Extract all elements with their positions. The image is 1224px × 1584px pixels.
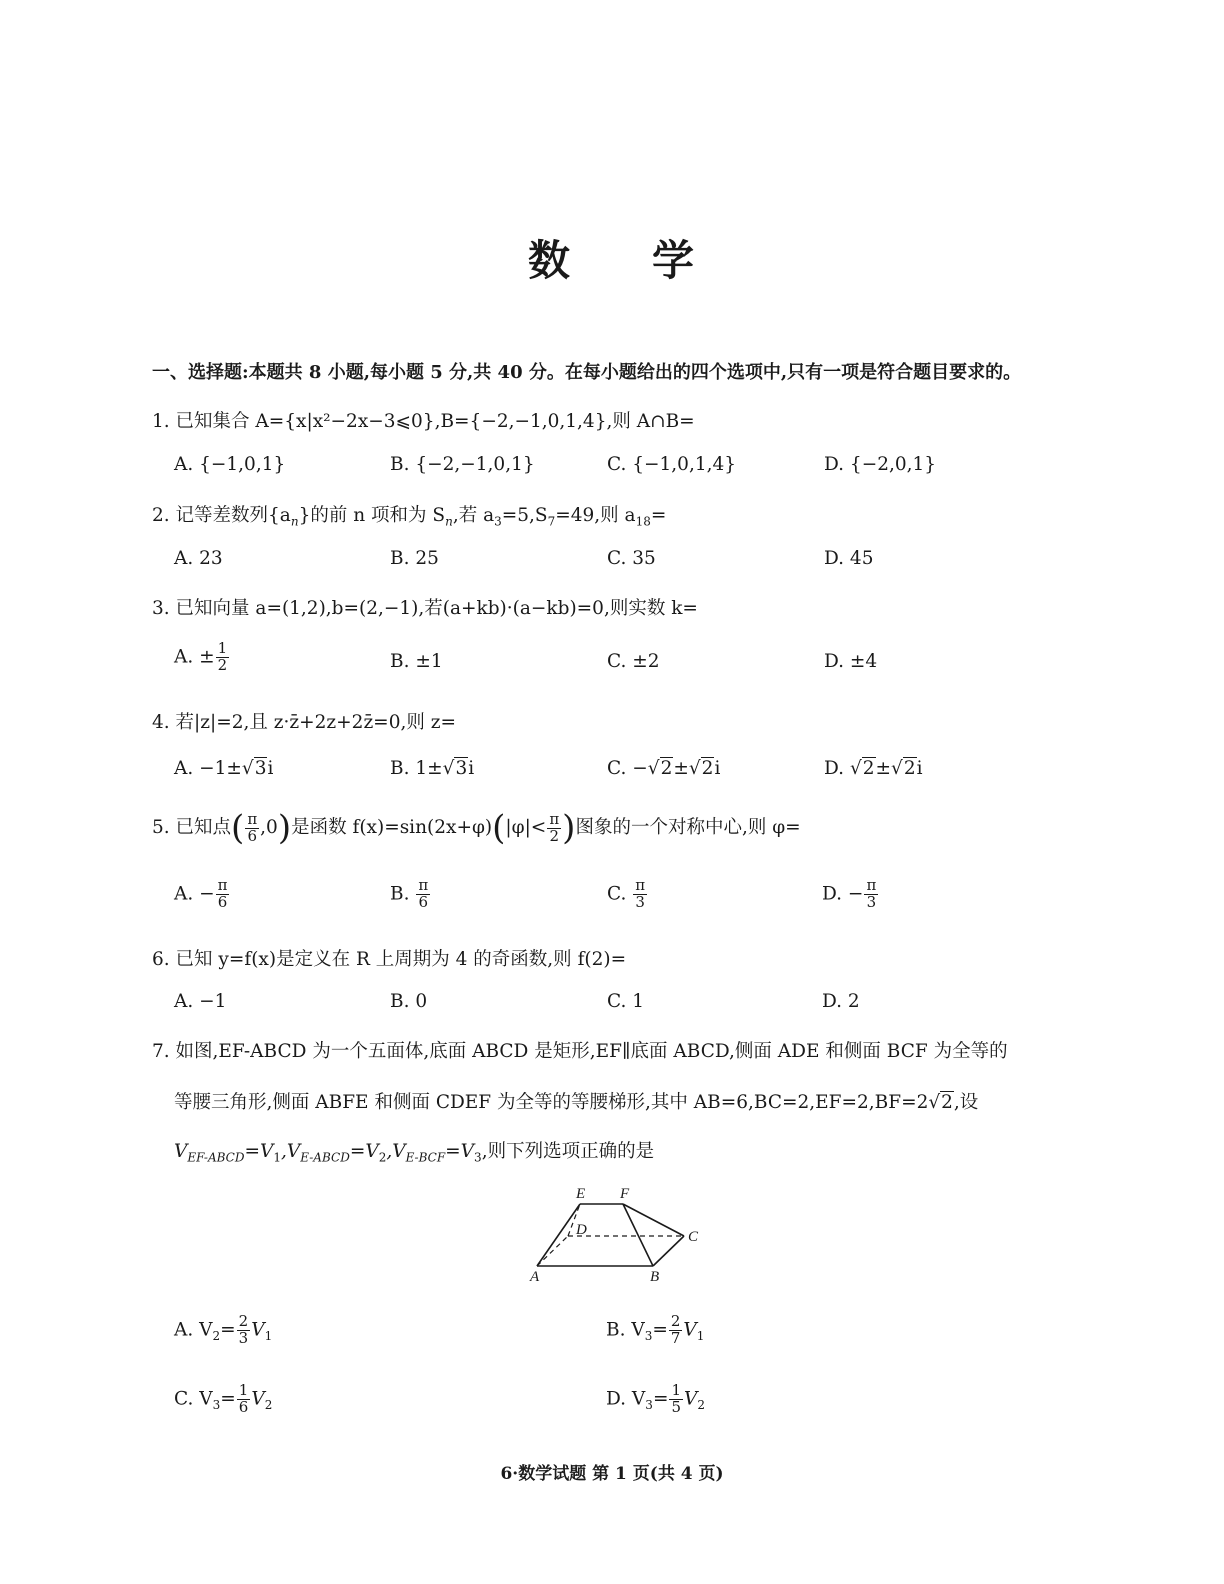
- question-6-stem: 6. 已知 y=f(x)是定义在 R 上周期为 4 的奇函数,则 f(2)=: [152, 949, 627, 970]
- label-e: E: [576, 1186, 586, 1202]
- q5-option-b: B. $\frac{\pi}{6}$: [390, 876, 429, 911]
- edge-fc: [623, 1204, 684, 1236]
- q6-option-b: B. 0: [390, 991, 428, 1012]
- q3-option-a: A. ± $\frac{1}{2}$: [174, 639, 228, 674]
- q6-option-a: A. −1: [174, 991, 227, 1012]
- page-footer: 6·数学试题 第 1 页(共 4 页): [500, 1464, 724, 1484]
- label-d: D: [576, 1222, 587, 1238]
- q4-option-a: A. −1±√3i: [174, 758, 274, 779]
- q1-option-a: A. {−1,0,1}: [174, 454, 286, 475]
- question-7-line-1: 7. 如图,EF-ABCD 为一个五面体,底面 ABCD 是矩形,EF∥底面 ABCD,侧面 ADE 和侧面 BCF 为全等的: [152, 1041, 1008, 1062]
- pentahedron-figure: [520, 1182, 710, 1282]
- q7-option-d: D. $V_3=$ $\frac{1}{5}$ $V_2$: [606, 1381, 706, 1416]
- question-7-line-3: $V_{EF-ABCD}=V_1,V_{E-ABCD}=V_2,V_{E-BCF}=V_3$,则下列选项正确的是: [174, 1141, 655, 1165]
- title-char-2: 学: [652, 236, 697, 285]
- question-1-stem: 1. 已知集合 A={x|x²−2x−3⩽0},B={−2,−1,0,1,4},则 A∩B=: [152, 411, 695, 432]
- q7-option-b: B. $V_3=$ $\frac{2}{7}$ $V_1$: [606, 1312, 705, 1347]
- question-3-stem: 3. 已知向量 a=(1,2),b=(2,−1),若(a+kb)·(a−kb)=0,则实数 k=: [152, 598, 698, 619]
- question-5-stem: 5. 已知点( $\frac{\pi}{6}$ ,0)是函数 f(x)=sin(2x+φ)(|φ|< $\frac{\pi}{2}$ )图象的一个对称中心,则 φ=: [152, 808, 801, 848]
- q2-option-d: D. 45: [824, 548, 874, 569]
- q5-option-d: D. − $\frac{\pi}{3}$: [822, 876, 877, 911]
- edge-bc: [653, 1236, 684, 1266]
- label-a: A: [530, 1269, 540, 1282]
- q2-option-c: C. 35: [607, 548, 656, 569]
- q1-option-b: B. {−2,−1,0,1}: [390, 454, 535, 475]
- title-char-1: 数: [527, 236, 572, 285]
- q4-option-c: C. −√2±√2i: [607, 758, 721, 779]
- page-title: [0, 228, 1224, 288]
- q3-option-d: D. ±4: [824, 651, 878, 672]
- q5-option-a: A. − $\frac{\pi}{6}$: [174, 876, 228, 911]
- q6-option-c: C. 1: [607, 991, 645, 1012]
- q7-option-a: A. $V_2=$ $\frac{2}{3}$ $V_1$: [174, 1312, 273, 1347]
- edge-fb: [623, 1204, 653, 1266]
- question-7-line-2: 等腰三角形,侧面 ABFE 和侧面 CDEF 为全等的等腰梯形,其中 AB=6,BC=2,EF=2,BF=2√2,设: [174, 1092, 979, 1113]
- q3-option-c: C. ±2: [607, 651, 660, 672]
- q4-option-d: D. √2±√2i: [824, 758, 923, 779]
- label-f: F: [620, 1186, 630, 1202]
- label-c: C: [688, 1229, 699, 1245]
- q2-option-b: B. 25: [390, 548, 439, 569]
- q1-option-c: C. {−1,0,1,4}: [607, 454, 737, 475]
- edge-ad-hidden: [537, 1236, 568, 1266]
- q6-option-d: D. 2: [822, 991, 860, 1012]
- section-header: 一、选择题:本题共 8 小题,每小题 5 分,共 40 分。在每小题给出的四个选项中,只有一项是符合题目要求的。: [152, 362, 1022, 383]
- q7-option-c: C. $V_3=$ $\frac{1}{6}$ $V_2$: [174, 1381, 273, 1416]
- q1-option-d: D. {−2,0,1}: [824, 454, 937, 475]
- q5-option-c: C. $\frac{\pi}{3}$: [607, 876, 646, 911]
- question-4-stem: 4. 若|z|=2,且 z·z̄+2z+2z̄=0,则 z=: [152, 712, 456, 733]
- edge-ae: [537, 1204, 580, 1266]
- q3-option-b: B. ±1: [390, 651, 443, 672]
- label-b: B: [650, 1269, 660, 1282]
- q4-option-b: B. 1±√3i: [390, 758, 475, 779]
- q2-option-a: A. 23: [174, 548, 223, 569]
- question-2-stem: 2. 记等差数列$\{a_n\}$的前 n 项和为 $S_n$,若 $a_3=5,S_7=49$,则 $a_{18}=$: [152, 505, 667, 529]
